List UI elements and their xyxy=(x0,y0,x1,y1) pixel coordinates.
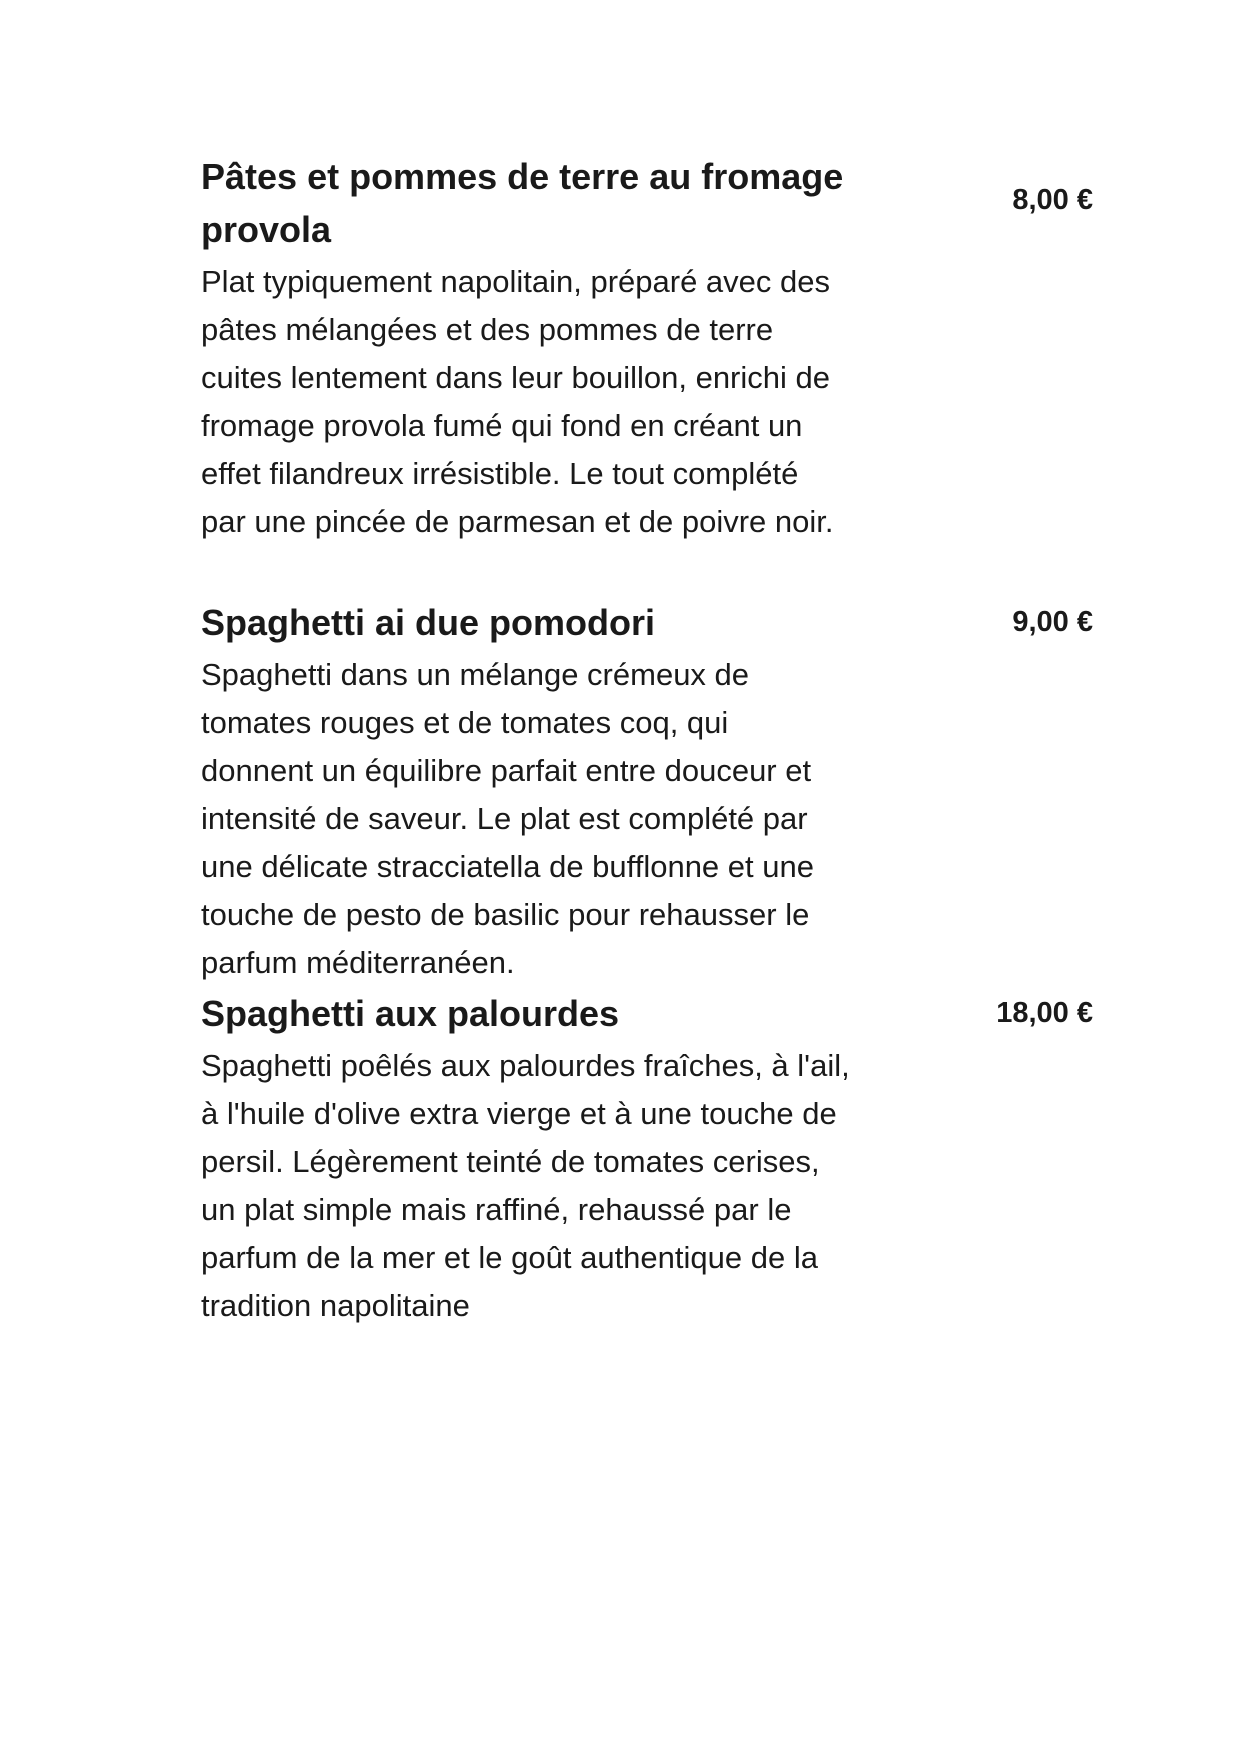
dish-title xyxy=(201,150,891,256)
dish-title-line: provola xyxy=(201,209,332,250)
description-line: fromage provola fumé qui fond en créant un xyxy=(201,408,803,443)
dish-title xyxy=(201,987,891,1040)
dish-title-line: Pâtes et pommes de terre au fromage xyxy=(201,156,844,197)
description-line: donnent un équilibre parfait entre douceur et xyxy=(201,753,812,788)
dish-price: 8,00 € xyxy=(1012,184,1093,216)
description-line: effet filandreux irrésistible. Le tout complété xyxy=(201,456,799,491)
description-line: une délicate stracciatella de bufflonne et une xyxy=(201,849,814,884)
description-line: pâtes mélangées et des pommes de terre xyxy=(201,312,774,347)
description-line: un plat simple mais raffiné, rehaussé par le xyxy=(201,1192,792,1227)
description-line: intensité de saveur. Le plat est complété par xyxy=(201,801,808,836)
description-line: tomates rouges et de tomates coq, qui xyxy=(201,705,729,740)
description-line: tradition napolitaine xyxy=(201,1288,470,1323)
description-line: touche de pesto de basilic pour rehausser le xyxy=(201,897,810,932)
description-line: cuites lentement dans leur bouillon, enrichi de xyxy=(201,360,830,395)
description-line: à l'huile d'olive extra vierge et à une touche de xyxy=(201,1096,837,1131)
description-line: Spaghetti dans un mélange crémeux de xyxy=(201,657,750,692)
description-line: par une pincée de parmesan et de poivre noir. xyxy=(201,504,834,539)
dish-title-line: Spaghetti aux palourdes xyxy=(201,993,620,1034)
dish-description xyxy=(201,1042,921,1330)
description-line: parfum de la mer et le goût authentique de la xyxy=(201,1240,818,1275)
dish-description xyxy=(201,258,921,546)
dish-description xyxy=(201,651,921,987)
dish-price: 18,00 € xyxy=(996,997,1093,1029)
description-line: persil. Légèrement teinté de tomates cerises, xyxy=(201,1144,820,1179)
dish-price: 9,00 € xyxy=(1012,606,1093,638)
description-line: Plat typiquement napolitain, préparé avec des xyxy=(201,264,831,299)
description-line: parfum méditerranéen. xyxy=(201,945,515,980)
description-line: Spaghetti poêlés aux palourdes fraîches, à l'ail, xyxy=(201,1048,850,1083)
dish-title-line: Spaghetti ai due pomodori xyxy=(201,602,656,643)
dish-title xyxy=(201,596,891,649)
